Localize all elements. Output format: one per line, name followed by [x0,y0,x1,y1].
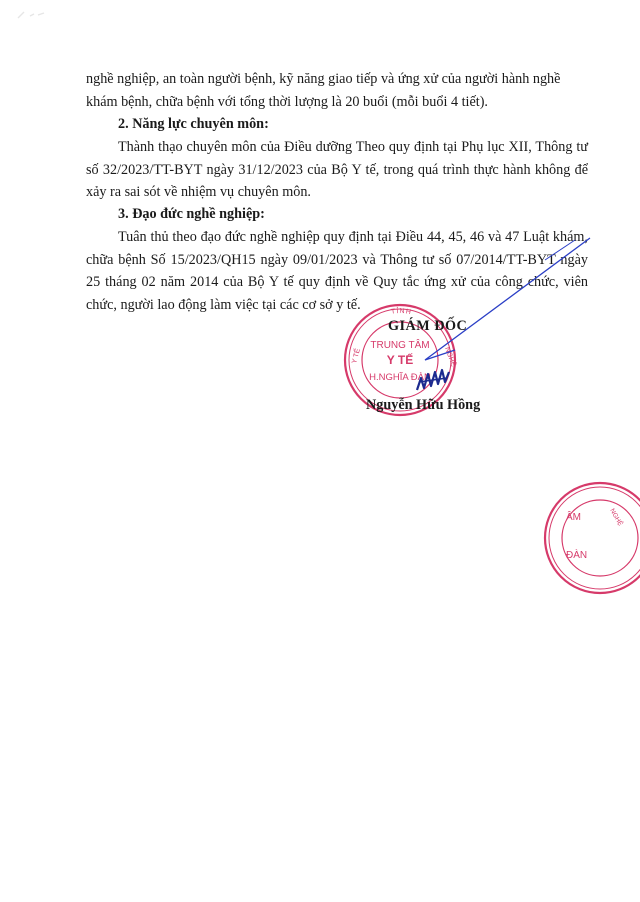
stamp-center-line-3: H.NGHĨA ĐÀN [369,372,431,383]
stamp-left-text: Y TẾ [351,347,362,365]
handwritten-signature [395,232,605,402]
partial-stamp-line-1: ÂM [566,512,581,523]
body-line-2: khám bệnh, chữa bệnh với tổng thời lượng là 20 buổi (mỗi buổi 4 tiết). [86,94,488,110]
section-3-text: Tuân thủ theo đạo đức nghề nghiệp quy định tại Điều 44, 45, 46 và 47 Luật khám, chữa bệnh Số 15/2023/QH15 ngày 09/01/2023 và Thông tư số 07/2014/TT-BYT ngày 25 tháng 02 năm 2014 của Bộ Y tế quy định về Quy tắc ứng xử của công chức, viên chức, người lao động làm việc tại các cơ sở y tế. [86,229,588,313]
stamp-center-line-1: TRUNG TÂM [370,340,430,351]
partial-stamp-line-2: ĐÀN [566,550,588,561]
stamp-right-text: NGHỆ [443,346,457,368]
section-2-text: Thành thạo chuyên môn của Điều dưỡng Theo quy định tại Phụ lục XII, Thông tư số 32/2023/TT-BYT ngày 31/12/2023 của Bộ Y tế, trong quá trình thực hành không để xảy ra sai sót về nhiệm vụ chuyên môn. [86,139,588,200]
stamp-top-text: TỈNH [390,307,413,317]
scan-artifact [0,0,60,30]
body-line-1: nghề nghiệp, an toàn người bệnh, kỹ năng giao tiếp và ứng xử của người hành nghề [86,71,561,87]
stamp-center-line-2: Y TẾ [386,353,414,367]
signer-name: Nguyễn Hữu Hồng [366,397,481,413]
section-3-heading: 3. Đạo đức nghề nghiệp: [118,206,265,222]
section-2-heading: 2. Năng lực chuyên môn: [118,116,269,132]
partial-stamp [540,480,640,596]
partial-stamp-arc-text: NGHỆ [608,507,624,528]
signature-title: GIÁM ĐỐC [388,318,468,334]
